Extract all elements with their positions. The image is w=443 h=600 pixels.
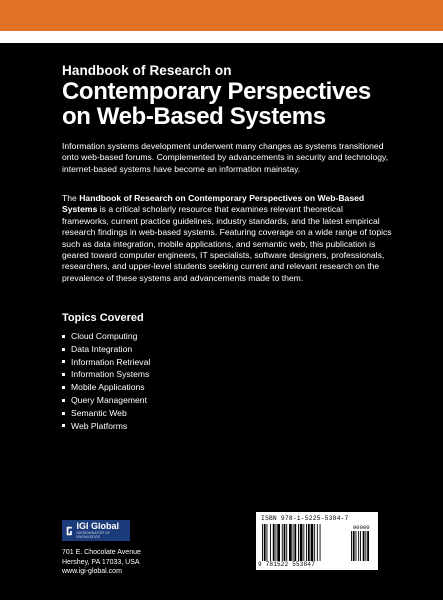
topic-item <box>62 356 150 369</box>
bullet-icon <box>62 348 65 351</box>
topic-label: Information Systems <box>71 369 150 380</box>
bullet-icon <box>62 412 65 415</box>
title-prefix: Handbook of Research on <box>62 63 232 78</box>
bullet-icon <box>62 386 65 389</box>
barcode-icon <box>262 524 372 561</box>
publisher-logo <box>62 520 130 541</box>
topic-item <box>62 394 150 407</box>
topic-label: Cloud Computing <box>71 331 138 341</box>
barcode-digits: 9 781522 553847 <box>258 561 316 568</box>
bullet-icon <box>62 335 65 338</box>
topic-label: Data Integration <box>71 343 133 354</box>
topic-item <box>62 343 150 356</box>
topics-list <box>62 330 150 432</box>
topic-label: Web Platforms <box>71 420 128 431</box>
description-paragraph <box>62 193 392 284</box>
isbn-label: ISBN 978-1-5225-5384-7 <box>261 515 349 522</box>
topic-label: Query Management <box>71 394 147 405</box>
description-title-bold: Handbook of Research on Contemporary Perspectives on Web-Based Systems <box>62 193 365 215</box>
publisher-block <box>62 520 141 577</box>
address-line-2: Hershey, PA 17033, USA <box>62 558 140 566</box>
bullet-icon <box>62 399 65 402</box>
bullet-icon <box>62 360 65 363</box>
igi-logo-icon <box>65 524 73 538</box>
logo-text <box>76 522 126 539</box>
top-orange-band <box>0 0 443 31</box>
logo-name: IGI Global <box>76 521 119 531</box>
publisher-address <box>62 548 141 577</box>
bullet-icon <box>62 424 65 427</box>
book-title-line-2: on Web-Based Systems <box>62 103 326 130</box>
book-title-line-1: Contemporary Perspectives <box>62 78 371 105</box>
topic-item <box>62 368 150 381</box>
bullet-icon <box>62 373 65 376</box>
topic-item <box>62 330 150 343</box>
address-line-1: 701 E. Chocolate Avenue <box>62 549 141 556</box>
isbn-barcode <box>256 512 378 570</box>
description-body: is a critical scholarly resource that examines relevant theoretical frameworks, current practice guidelines, industry standards, and the latest empirical research findings in web-based systems. Featuring coverage on a wide range of topics such as data integration, mobile applications, and semantic web, this publication is geared toward computer engineers, IT specialists, software designers, professionals, researchers, and upper-level students seeking current and relevant research on the prevalence of these systems and advancements made to them. <box>62 204 392 283</box>
topic-item <box>62 420 150 433</box>
top-white-band <box>0 31 443 43</box>
topic-label: Semantic Web <box>71 407 127 418</box>
logo-tagline: DISSEMINATOR OF KNOWLEDGE <box>76 531 111 539</box>
topic-item <box>62 381 150 394</box>
topic-label: Information Retrieval <box>71 356 151 367</box>
book-title <box>62 79 371 129</box>
topics-heading: Topics Covered <box>62 312 144 324</box>
publisher-website: www.igi-global.com <box>62 568 122 575</box>
addon-digits: 90000 <box>353 524 370 531</box>
description-prefix: The <box>62 193 80 203</box>
intro-paragraph: Information systems development underwent many changes as systems transitioned onto web-based forums. Complemented by advancements in security and technology, internet-based systems have become an information mainstay. <box>62 141 389 174</box>
topic-label: Mobile Applications <box>71 382 145 393</box>
topic-item <box>62 407 150 420</box>
